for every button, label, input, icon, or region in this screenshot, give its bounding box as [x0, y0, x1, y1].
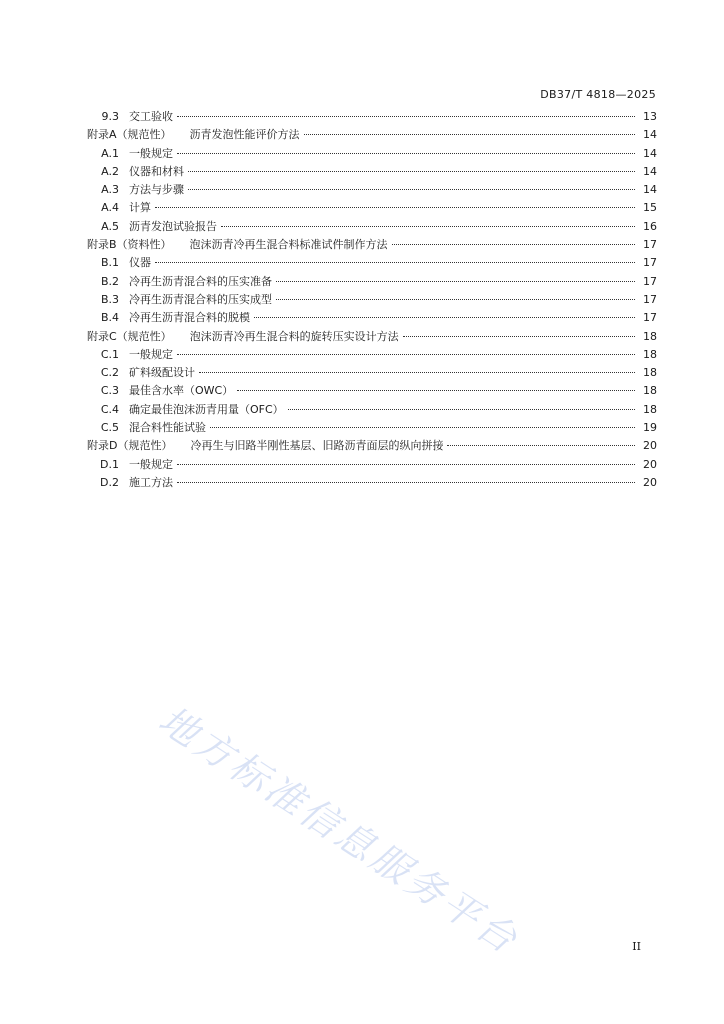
- toc-entry-page: 18: [643, 347, 657, 361]
- toc-entry-title: 施工方法: [129, 475, 173, 489]
- toc-entry-page: 14: [643, 146, 657, 160]
- toc-entry-number: C.1: [100, 347, 119, 361]
- toc-dot-leader: [177, 454, 635, 465]
- toc-entry-page: 17: [643, 256, 657, 270]
- toc-entry-title: 混合料性能试验: [129, 421, 206, 435]
- toc-dot-leader: [403, 326, 635, 337]
- toc-dot-leader: [155, 252, 635, 263]
- toc-entry-page: 20: [643, 439, 657, 453]
- toc-dot-leader: [155, 197, 635, 208]
- document-code: DB37/T 4818—2025: [540, 88, 656, 101]
- toc-entry-page: 18: [643, 366, 657, 380]
- toc-dot-leader: [288, 399, 635, 410]
- toc-entry-page: 17: [643, 292, 657, 306]
- toc-dot-leader: [254, 307, 635, 318]
- toc-dot-leader: [276, 289, 635, 300]
- toc-entry-page: 20: [643, 457, 657, 471]
- toc-entry-page: 19: [643, 421, 657, 435]
- toc-entry-number: B.3: [100, 292, 119, 306]
- toc-dot-leader: [304, 124, 635, 135]
- toc-dot-leader: [210, 417, 635, 428]
- toc-entry-page: 14: [643, 183, 657, 197]
- toc-entry-title: 一般规定: [129, 457, 173, 471]
- toc-entry-number: 附录B（资料性）: [87, 238, 172, 252]
- toc-dot-leader: [221, 216, 635, 227]
- toc-dot-leader: [276, 271, 635, 282]
- toc-entry-title: 冷再生沥青混合料的压实准备: [129, 274, 272, 288]
- toc-dot-leader: [188, 161, 635, 172]
- toc-entry-number: D.1: [100, 457, 119, 471]
- toc-entry-title: 冷再生与旧路半刚性基层、旧路沥青面层的纵向拼接: [190, 439, 444, 453]
- toc-entry-page: 18: [643, 384, 657, 398]
- toc-entry-title: 计算: [129, 201, 151, 215]
- toc-entry-number: B.1: [100, 256, 119, 270]
- toc-entry-page: 20: [643, 475, 657, 489]
- toc-entry-title: 最佳含水率（OWC）: [129, 384, 234, 398]
- toc-entry-number: 附录A（规范性）: [87, 128, 172, 142]
- toc-dot-leader: [177, 106, 635, 117]
- toc-entry-title: 冷再生沥青混合料的压实成型: [129, 292, 272, 306]
- toc-entry-title: 沥青发泡性能评价方法: [189, 128, 300, 142]
- toc-entry-title: 泡沫沥青冷再生混合料标准试件制作方法: [189, 238, 388, 252]
- toc-entry-title: 仪器和材料: [129, 164, 184, 178]
- toc-entry-title: 矿料级配设计: [129, 366, 195, 380]
- toc-entry-title: 确定最佳泡沫沥青用量（OFC）: [129, 402, 284, 416]
- toc-entry-title: 泡沫沥青冷再生混合料的旋转压实设计方法: [189, 329, 399, 343]
- toc-entry-number: B.2: [100, 274, 119, 288]
- toc-entry-page: 18: [643, 402, 657, 416]
- toc-entry-page: 16: [643, 219, 657, 233]
- toc-entry-number: A.3: [101, 183, 119, 197]
- toc-entry-page: 13: [643, 110, 657, 123]
- table-of-contents: [87, 108, 657, 492]
- toc-entry-page: 18: [643, 329, 657, 343]
- toc-entry-title: 一般规定: [129, 146, 173, 160]
- toc-entry-page: 14: [643, 128, 657, 142]
- toc-entry-number: C.3: [100, 384, 119, 398]
- toc-dot-leader: [237, 380, 635, 391]
- toc-dot-leader: [177, 344, 635, 355]
- toc-entry-title: 冷再生沥青混合料的脱模: [129, 311, 250, 325]
- toc-entry[interactable]: [87, 474, 657, 492]
- toc-dot-leader: [392, 234, 635, 245]
- toc-dot-leader: [447, 435, 635, 446]
- toc-entry-title: 方法与步骤: [129, 183, 184, 197]
- toc-entry-page: 14: [643, 164, 657, 178]
- toc-entry-title: 一般规定: [129, 347, 173, 361]
- toc-entry-number: C.4: [100, 402, 119, 416]
- toc-entry-number: A.1: [101, 146, 119, 160]
- toc-entry-title: 仪器: [129, 256, 151, 270]
- toc-entry-number: A.4: [101, 201, 119, 215]
- toc-entry-number: C.2: [100, 366, 119, 380]
- toc-entry-number: 9.3: [101, 110, 119, 123]
- toc-dot-leader: [177, 472, 635, 483]
- toc-dot-leader: [177, 143, 635, 154]
- toc-dot-leader: [199, 362, 635, 373]
- toc-entry-title: 交工验收: [129, 110, 173, 123]
- toc-entry-page: 17: [643, 238, 657, 252]
- toc-entry-number: D.2: [100, 475, 119, 489]
- toc-entry-number: B.4: [100, 311, 119, 325]
- toc-entry-title: 沥青发泡试验报告: [129, 219, 217, 233]
- toc-entry-page: 17: [643, 274, 657, 288]
- toc-entry-number: 附录C（规范性）: [87, 329, 172, 343]
- toc-entry-number: A.5: [101, 219, 119, 233]
- toc-dot-leader: [188, 179, 635, 190]
- watermark: 地方标准信息服务平台: [151, 697, 528, 964]
- toc-entry-page: 17: [643, 311, 657, 325]
- toc-entry-number: 附录D（规范性）: [87, 439, 173, 453]
- page-number: II: [632, 940, 641, 953]
- toc-entry-page: 15: [643, 201, 657, 215]
- toc-entry-number: A.2: [101, 164, 119, 178]
- toc-entry-number: C.5: [100, 421, 119, 435]
